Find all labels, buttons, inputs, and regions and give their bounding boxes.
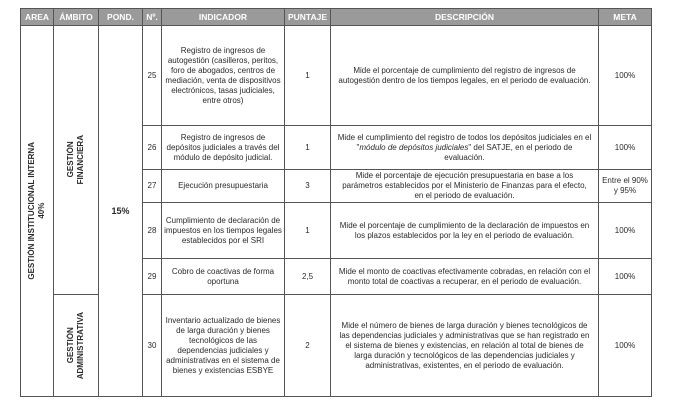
ambito-administrativa-label <box>66 312 86 379</box>
area-label-line1: GESTIÓN INSTITUCIONAL INTERNA <box>27 142 36 280</box>
pond-value: 15% <box>99 26 143 397</box>
header-row <box>21 9 652 26</box>
ambito-administrativa-line2: ADMINISTRATIVA <box>76 311 85 380</box>
header-indicador: INDICADOR <box>162 9 285 26</box>
row-num: 27 <box>143 170 162 203</box>
row-meta: 100% <box>599 126 652 170</box>
area-label-line2: 40% <box>37 202 46 219</box>
row-num: 29 <box>143 259 162 295</box>
header-puntaje: PUNTAJE <box>285 9 331 26</box>
header-ambito: ÁMBITO <box>54 9 99 26</box>
row-puntaje: 2 <box>285 295 331 397</box>
row-indicador: Cumplimiento de declaración de impuestos en los tiempos legales establecidos por el SRI <box>162 203 285 259</box>
row-descripcion: Mide el porcentaje de cumplimiento de la declaración de impuestos en los plazos establecidos por la ley en el periodo de evaluación. <box>331 203 599 259</box>
row-puntaje: 1 <box>285 126 331 170</box>
row-puntaje: 2,5 <box>285 259 331 295</box>
ambito-financiera-label <box>66 135 86 184</box>
row-descripcion-part2: " del SATJE, en el periodo de evaluación. <box>444 142 573 162</box>
row-descripcion: Mide el porcentaje de ejecución presupuestaria en base a los parámetros establecidos por el Ministerio de Finanzas para el efecto, en el periodo de evaluación. <box>331 170 599 203</box>
row-meta: 100% <box>599 203 652 259</box>
row-descripcion-part1: Mide el cumplimiento del registro de todos los depósitos judiciales en el " <box>337 132 592 152</box>
indicator-table-container <box>20 8 652 397</box>
header-meta: META <box>599 9 652 26</box>
row-descripcion <box>331 126 599 170</box>
indicator-table <box>20 8 652 397</box>
header-area: AREA <box>21 9 54 26</box>
area-cell <box>21 26 54 397</box>
row-num: 26 <box>143 126 162 170</box>
row-meta: 100% <box>599 26 652 126</box>
row-indicador: Ejecución presupuestaria <box>162 170 285 203</box>
header-pond: POND. <box>99 9 143 26</box>
row-indicador: Registro de ingresos de depósitos judiciales a través del módulo de depósito judicial. <box>162 126 285 170</box>
row-meta: 100% <box>599 295 652 397</box>
row-puntaje: 1 <box>285 203 331 259</box>
row-indicador: Cobro de coactivas de forma oportuna <box>162 259 285 295</box>
row-indicador: Registro de ingresos de autogestión (casilleros, peritos, foro de abogados, centros de mediación, venta de dispositivos electrónicos, tasas judiciales, entre otros) <box>162 26 285 126</box>
row-descripcion-emphasis: módulo de depósitos judiciales <box>359 142 469 152</box>
row-num: 30 <box>143 295 162 397</box>
row-num: 28 <box>143 203 162 259</box>
header-num: Nº. <box>143 9 162 26</box>
ambito-financiera-line1: GESTIÓN <box>66 142 75 179</box>
row-puntaje: 3 <box>285 170 331 203</box>
ambito-financiera-cell <box>54 26 99 295</box>
row-descripcion: Mide el número de bienes de larga duración y bienes tecnológicos de las dependencias judiciales y administrativas que se han registrado en el sistema de bienes y existencias, en relación al total de bienes de larga duración y tecnológicos de las dependencias judiciales y administrativas, existentes, en el periodo de evaluación. <box>331 295 599 397</box>
row-descripcion: Mide el monto de coactivas efectivamente cobradas, en relación con el monto total de coactivas a recuperar, en el periodo de evaluación. <box>331 259 599 295</box>
ambito-administrativa-cell <box>54 295 99 397</box>
row-num: 25 <box>143 26 162 126</box>
ambito-financiera-line2: FINANCIERA <box>76 135 85 185</box>
row-descripcion: Mide el porcentaje de cumplimiento del registro de ingresos de autogestión dentro de los tiempos legales, en el periodo de evaluación. <box>331 26 599 126</box>
row-indicador: Inventario actualizado de bienes de larga duración y bienes tecnológicos de las dependencias judiciales y administrativas en el sistema de bienes y existencias ESBYE <box>162 295 285 397</box>
row-meta: Entre el 90% y 95% <box>599 170 652 203</box>
area-label <box>27 142 47 280</box>
ambito-administrativa-line1: GESTIÓN <box>66 327 75 364</box>
table-row <box>21 26 652 126</box>
header-descripcion: DESCRIPCIÓN <box>331 9 599 26</box>
row-meta: 100% <box>599 259 652 295</box>
row-puntaje: 1 <box>285 26 331 126</box>
